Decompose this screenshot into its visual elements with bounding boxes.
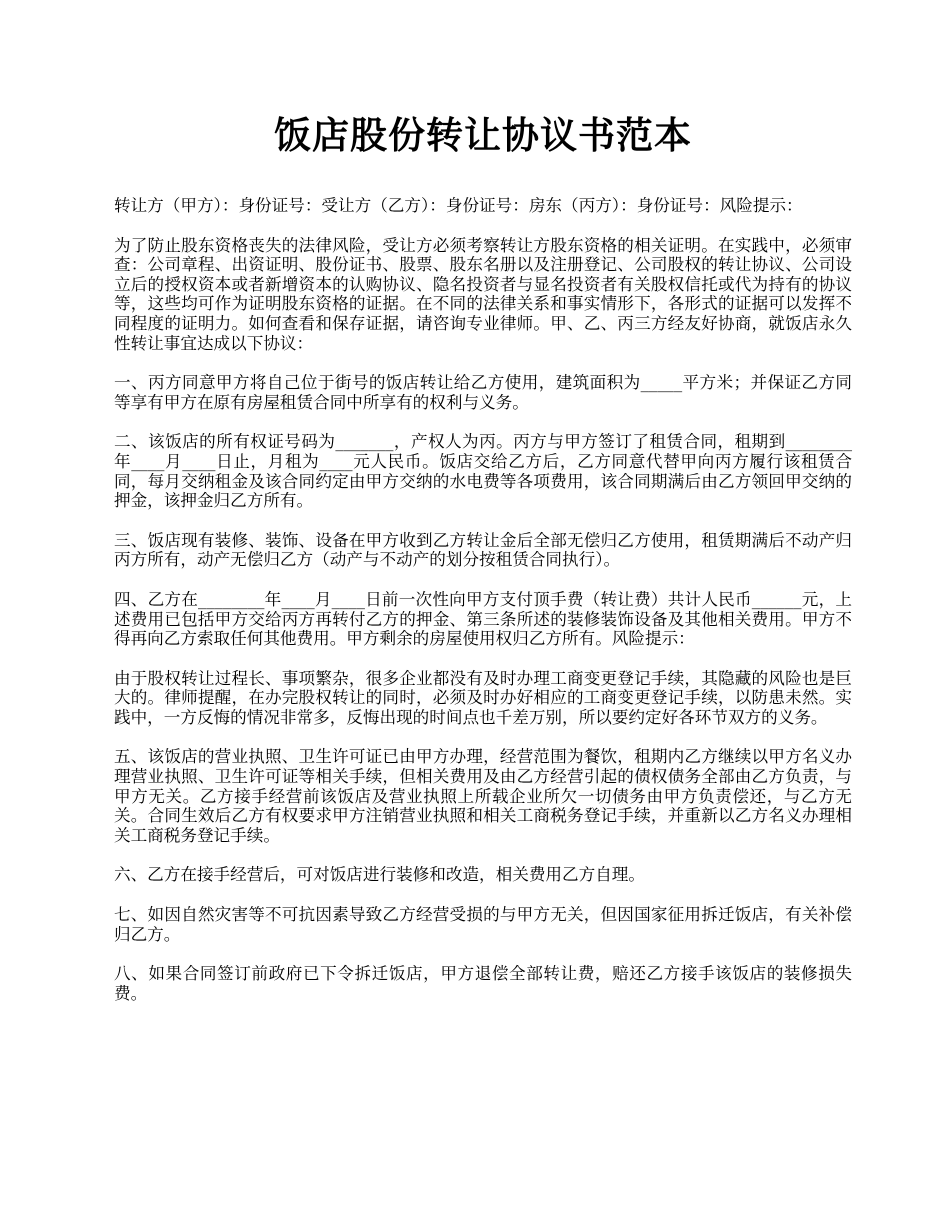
clause-4: 四、乙方在________年____月____日前一次性向甲方支付顶手费（转让费）共计人民币______元，上述费用已包括甲方交给丙方再转付乙方的押金、第三条所述的装修装饰设备及其他相关费用。甲方不得再向乙方索取任何其他费用。甲方剩余的房屋使用权归乙方所有。风险提示：: [114, 589, 852, 649]
risk-notice-paragraph: 为了防止股东资格丧失的法律风险，受让方必须考察转让方股东资格的相关证明。在实践中，必须审查：公司章程、出资证明、股份证书、股票、股东名册以及注册登记、公司股权的转让协议、公司设立后的授权资本或者新增资本的认购协议、隐名投资者与显名投资者有关股权信托或代为持有的协议等，这些均可作为证明股东资格的证据。在不同的法律关系和事实情形下，各形式的证据可以发挥不同程度的证明力。如何查看和保存证据，请咨询专业律师。甲、乙、丙三方经友好协商，就饭店永久性转让事宜达成以下协议：: [114, 235, 852, 353]
clause-7: 七、如因自然灾害等不可抗因素导致乙方经营受损的与甲方无关，但因国家征用拆迁饭店，有关补偿归乙方。: [114, 905, 852, 944]
clause-1: 一、丙方同意甲方将自己位于街号的饭店转让给乙方使用，建筑面积为_____平方米；并保证乙方同等享有甲方在原有房屋租赁合同中所享有的权利与义务。: [114, 373, 852, 412]
clause-2: 二、该饭店的所有权证号码为_______，产权人为丙。丙方与甲方签订了租赁合同，租期到________年____月____日止，月租为____元人民币。饭店交给乙方后，乙方同意代替甲向丙方履行该租赁合同，每月交纳租金及该合同约定由甲方交纳的水电费等各项费用，该合同期满后由乙方领回甲交纳的押金，该押金归乙方所有。: [114, 432, 852, 511]
clause-3: 三、饭店现有装修、装饰、设备在甲方收到乙方转让金后全部无偿归乙方使用，租赁期满后不动产归丙方所有，动产无偿归乙方（动产与不动产的划分按租赁合同执行）。: [114, 530, 852, 570]
risk-notice-paragraph-2: 由于股权转让过程长、事项繁杂，很多企业都没有及时办理工商变更登记手续，其隐藏的风险也是巨大的。律师提醒，在办完股权转让的同时，必须及时办好相应的工商变更登记手续，以防患未然。实践中，一方反悔的情况非常多，反悔出现的时间点也千差万别，所以要约定好各环节双方的义务。: [114, 668, 852, 727]
clause-5: 五、该饭店的营业执照、卫生许可证已由甲方办理，经营范围为餐饮，租期内乙方继续以甲方名义办理营业执照、卫生许可证等相关手续，但相关费用及由乙方经营引起的债权债务全部由乙方负责，与甲方无关。乙方接手经营前该饭店及营业执照上所载企业所欠一切债务由甲方负责偿还，与乙方无关。合同生效后乙方有权要求甲方注销营业执照和相关工商税务登记手续，并重新以乙方名义办理相关工商税务登记手续。: [114, 747, 852, 845]
clause-6: 六、乙方在接手经营后，可对饭店进行装修和改造，相关费用乙方自理。: [114, 865, 645, 885]
parties-paragraph: 转让方（甲方）：身份证号：受让方（乙方）：身份证号：房东（丙方）：身份证号：风险提示：: [114, 196, 803, 215]
document-page: [114, 110, 852, 1023]
clause-8: 八、如果合同签订前政府已下令拆迁饭店，甲方退偿全部转让费，赔还乙方接手该饭店的装修损失费。: [114, 964, 852, 1003]
document-title: 饭店股份转让协议书范本: [274, 113, 692, 157]
